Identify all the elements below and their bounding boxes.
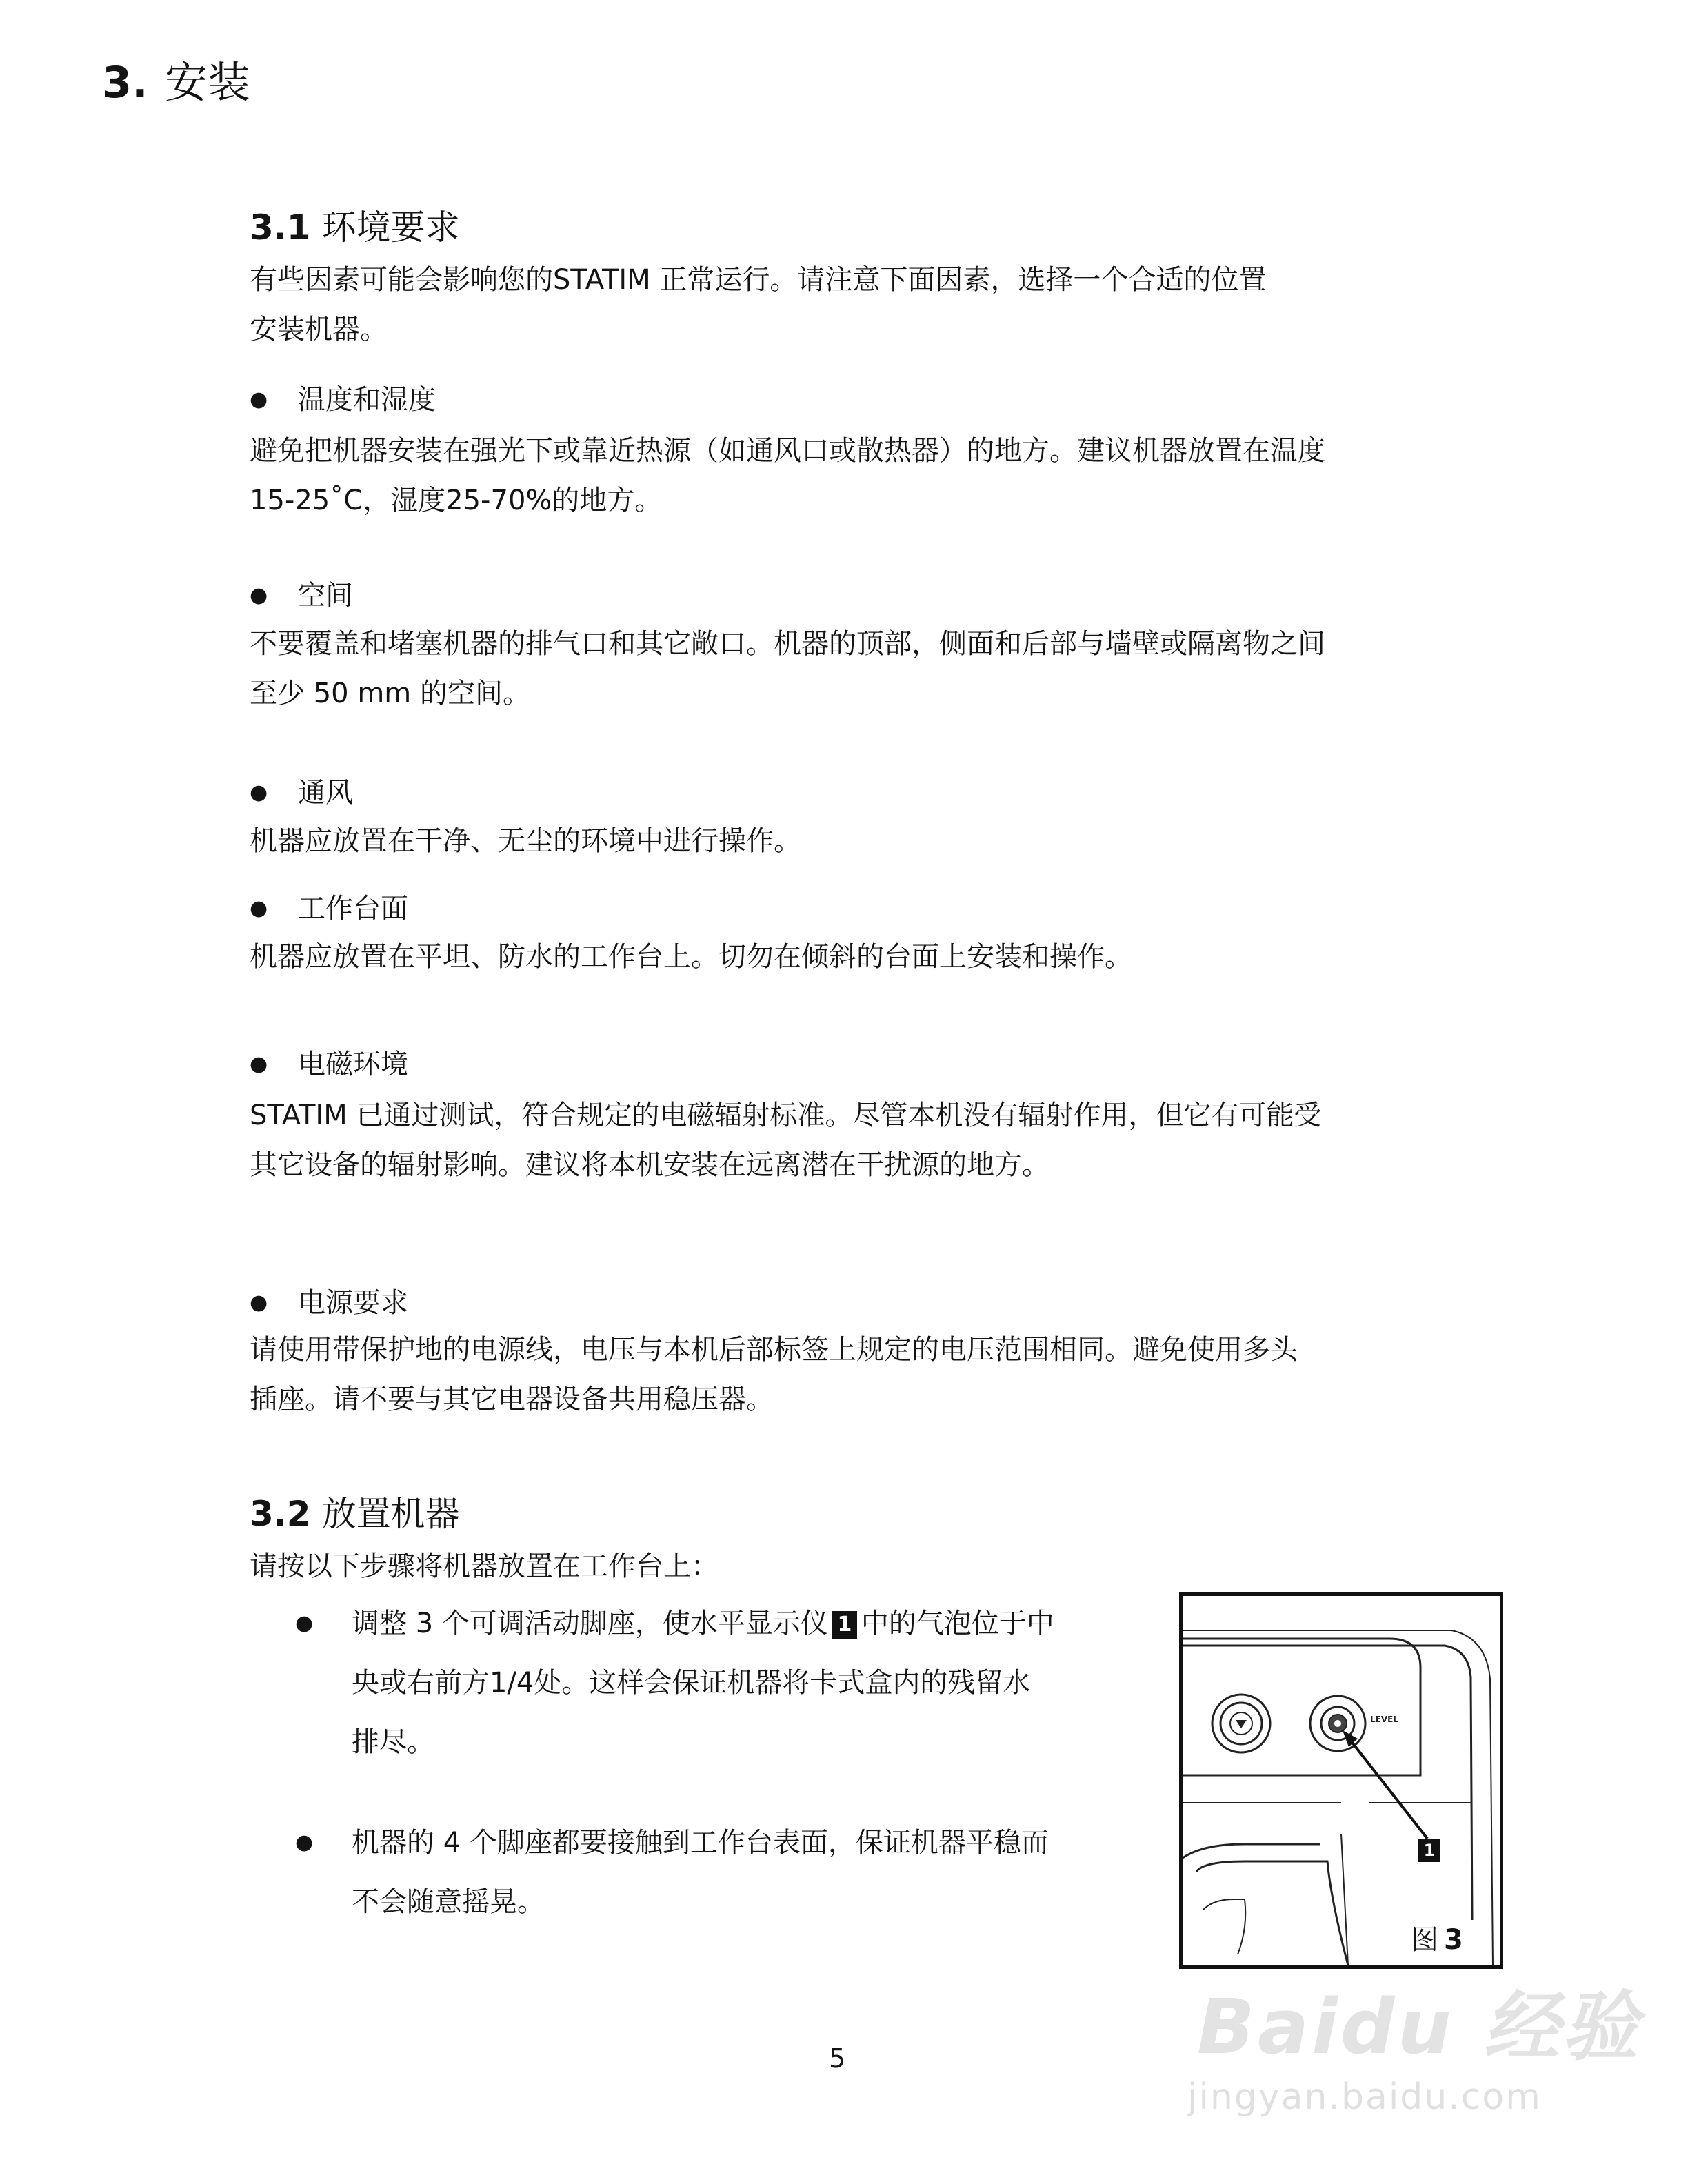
bullet-icon: ●: [250, 1291, 268, 1315]
paragraph-line: 避免把机器安装在强光下或靠近热源（如通风口或散热器）的地方。建议机器放置在温度: [250, 435, 1325, 467]
bullet-power: [250, 1281, 408, 1320]
section-title: 放置机器: [321, 1494, 460, 1534]
level-indicator-illustration: [1183, 1596, 1500, 1965]
bullet-label: 电磁环境: [298, 1049, 408, 1080]
paragraph-line: 不要覆盖和堵塞机器的排气口和其它敞口。机器的顶部，侧面和后部与墙壁或隔离物之间: [250, 628, 1325, 660]
bullet-ventilation: [250, 771, 353, 810]
step-line: 央或右前方1/4处。这样会保证机器将卡式盒内的残留水: [352, 1667, 1031, 1699]
bullet-label: 通风: [298, 777, 353, 809]
chapter-heading: [102, 48, 250, 110]
bullet-emc: [250, 1042, 408, 1082]
bullet-temperature: [250, 378, 436, 417]
space-text: [250, 619, 1325, 718]
figure-caption-number: 3: [1444, 1924, 1463, 1956]
watermark-url: jingyan.baidu.com: [1187, 2076, 1542, 2118]
paragraph-line: 机器应放置在平坦、防水的工作台上。切勿在倾斜的台面上安装和操作。: [250, 941, 1132, 973]
paragraph-line: 其它设备的辐射影响。建议将本机安装在远离潜在干扰源的地方。: [250, 1149, 1049, 1181]
paragraph-line: 请使用带保护地的电源线，电压与本机后部标签上规定的电压范围相同。避免使用多头: [250, 1334, 1298, 1366]
paragraph-line: STATIM 已通过测试，符合规定的电磁辐射标准。尽管本机没有辐射作用，但它有可能受: [250, 1100, 1322, 1131]
chapter-number: 3.: [102, 57, 148, 108]
step-line: 不会随意摇晃。: [352, 1886, 545, 1918]
bullet-icon: ●: [250, 896, 268, 920]
step-line: 调整 3 个可调活动脚座，使水平显示仪 1 中的气泡位于中: [352, 1608, 1054, 1639]
paragraph-line: 插座。请不要与其它电器设备共用稳压器。: [250, 1384, 774, 1415]
step-line: 排尽。: [352, 1726, 434, 1758]
section-3-2-intro: 请按以下步骤将机器放置在工作台上：: [250, 1550, 719, 1582]
figure-3: [1179, 1593, 1503, 1969]
level-label: LEVEL: [1370, 1715, 1398, 1724]
step-level-feet: [295, 1594, 1178, 1773]
section-3-1-heading: [250, 200, 460, 250]
section-number: 3.1: [250, 208, 311, 247]
paragraph-line: 机器应放置在干净、无尘的环境中进行操作。: [250, 825, 801, 857]
work-surface-text: [250, 932, 1132, 982]
power-text: [250, 1325, 1298, 1424]
bullet-icon: ●: [250, 387, 268, 412]
intro-line: 有些因素可能会影响您的STATIM 正常运行。请注意下面因素，选择一个合适的位置: [250, 264, 1267, 296]
bullet-label: 空间: [298, 580, 353, 611]
step-line: 机器的 4 个脚座都要接触到工作台表面，保证机器平稳而: [352, 1827, 1049, 1859]
figure-callout-number: 1: [1423, 1841, 1436, 1860]
emc-text: [250, 1091, 1321, 1190]
section-3-1-intro: [250, 255, 1266, 354]
figure-caption-label: 图: [1411, 1924, 1438, 1956]
paragraph-line: 至少 50 mm 的空间。: [250, 678, 530, 709]
bullet-icon: ●: [250, 583, 268, 607]
figure-caption: [1411, 1918, 1463, 1957]
section-3-2-heading: [250, 1486, 460, 1536]
callout-badge: 1: [832, 1611, 857, 1639]
bullet-work-surface: [250, 887, 408, 926]
bullet-icon: ●: [250, 1052, 268, 1076]
bullet-icon: ●: [295, 1830, 314, 1854]
bullet-icon: ●: [250, 780, 268, 805]
chapter-title: 安装: [164, 57, 250, 108]
section-title: 环境要求: [321, 208, 460, 247]
page-number: 5: [829, 2043, 846, 2074]
bullet-space: [250, 574, 353, 613]
bullet-icon: ●: [295, 1611, 314, 1635]
ventilation-text: [250, 816, 801, 866]
bullet-label: 温度和湿度: [298, 384, 436, 416]
watermark-logo: Baidu 经验: [1197, 1983, 1641, 2071]
section-number: 3.2: [250, 1494, 311, 1534]
intro-line: 安装机器。: [250, 314, 388, 345]
bullet-label: 工作台面: [298, 893, 408, 924]
temperature-text: [250, 426, 1325, 525]
paragraph-line: 15-25˚C，湿度25-70%的地方。: [250, 485, 663, 516]
step-feet-contact: [295, 1813, 1178, 1937]
bullet-label: 电源要求: [298, 1287, 408, 1319]
